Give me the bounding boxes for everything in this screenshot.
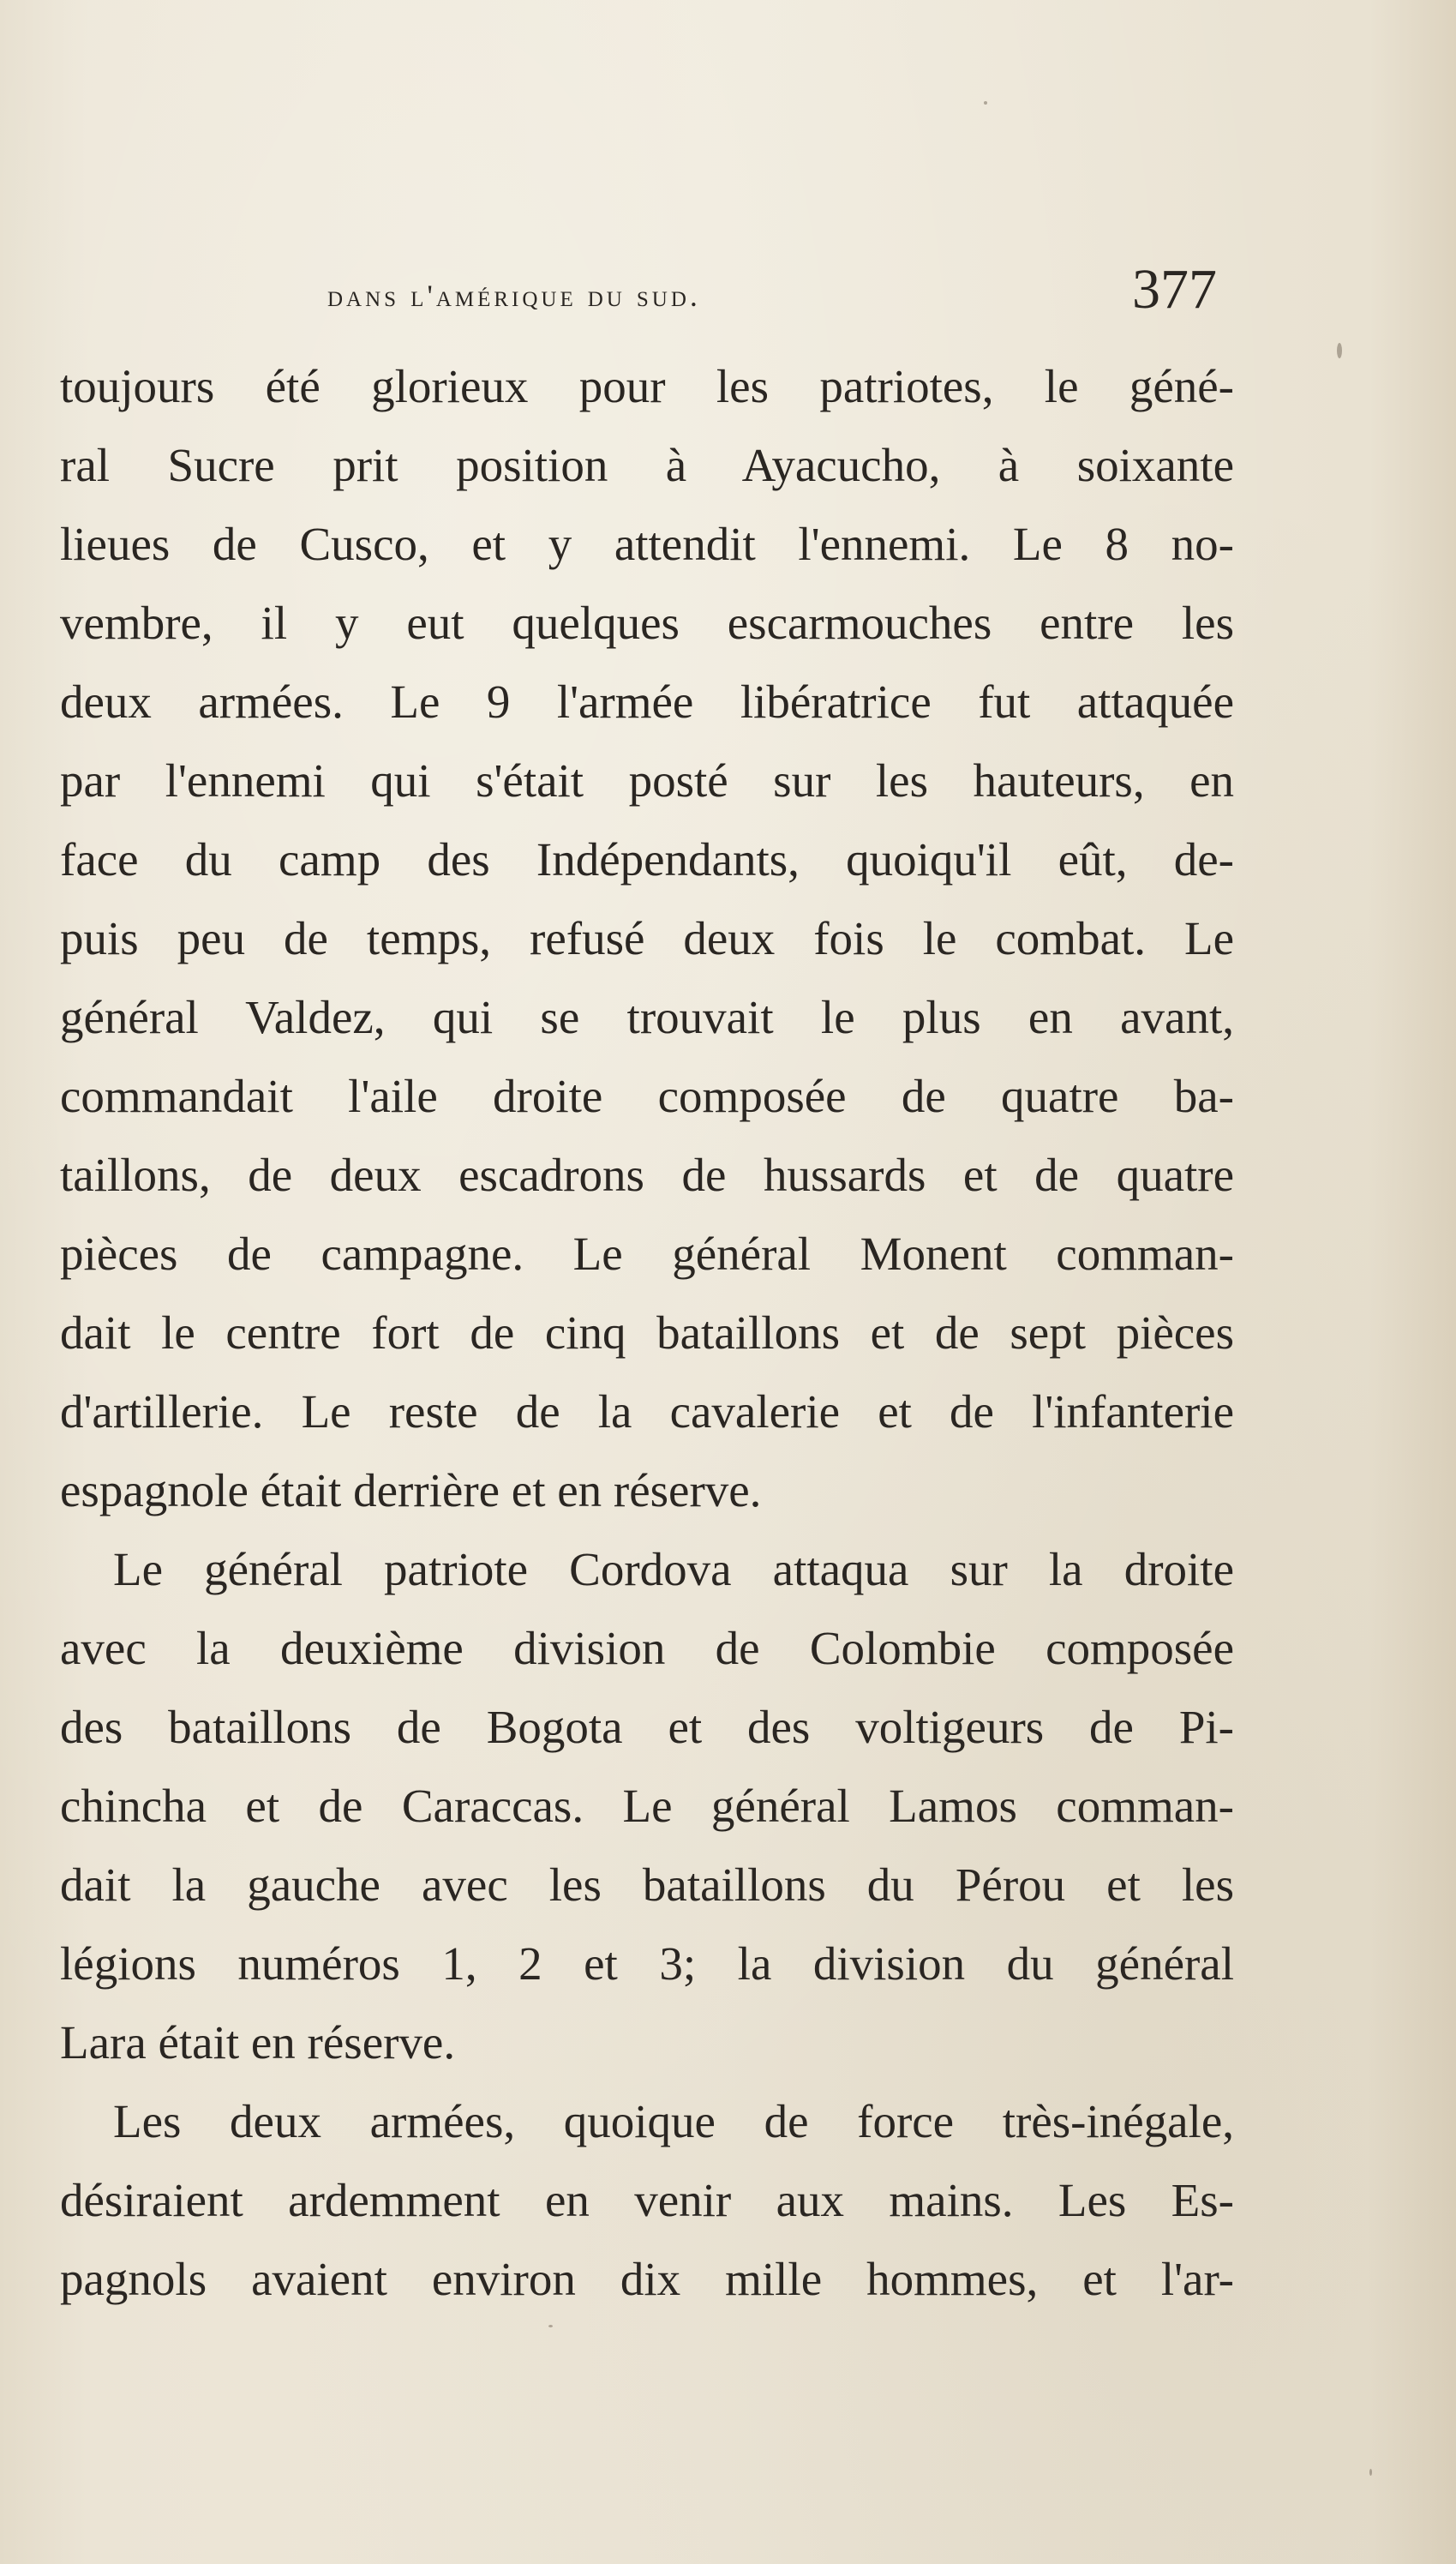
text-line: avec la deuxième division de Colombie composée [60, 1622, 1234, 1674]
text-line: toujours été glorieux pour les patriotes, le géné- [60, 360, 1234, 412]
paper-speck [984, 101, 987, 105]
text-line: Les deux armées, quoique de force très-inégale, [113, 2095, 1234, 2147]
text-line: espagnole était derrière et en réserve. [60, 1464, 762, 1516]
page-number: 377 [1132, 258, 1217, 321]
paragraph [60, 1530, 1234, 2082]
text-line: des bataillons de Bogota et des voltigeurs de Pi- [60, 1701, 1234, 1753]
text-line: légions numéros 1, 2 et 3; la division du général [60, 1937, 1234, 1990]
text-line: dait le centre fort de cinq bataillons et de sept pièces [60, 1306, 1234, 1359]
text-line: dait la gauche avec les bataillons du Pérou et les [60, 1858, 1234, 1911]
running-title: dans l'amérique du sud. [327, 279, 701, 313]
text-line: face du camp des Indépendants, quoiqu'il eût, de- [60, 833, 1234, 886]
text-line: vembre, il y eut quelques escarmouches entre les [60, 597, 1234, 649]
page-header [327, 257, 1217, 334]
paper-speck [1337, 343, 1342, 358]
text-line: général Valdez, qui se trouvait le plus en avant, [60, 991, 1234, 1043]
text-line: pagnols avaient environ dix mille hommes, et l'ar- [60, 2253, 1234, 2305]
text-line: par l'ennemi qui s'était posté sur les hauteurs, en [60, 754, 1234, 807]
text-line: lieues de Cusco, et y attendit l'ennemi. Le 8 no- [60, 518, 1234, 570]
paragraph [60, 2082, 1234, 2319]
text-line: puis peu de temps, refusé deux fois le combat. Le [60, 912, 1234, 964]
text-line: Le général patriote Cordova attaqua sur la droite [113, 1543, 1234, 1595]
paragraph [60, 347, 1234, 1530]
text-line: commandait l'aile droite composée de quatre ba- [60, 1070, 1234, 1122]
text-line: désiraient ardemment en venir aux mains. Les Es- [60, 2174, 1234, 2226]
text-line: Lara était en réserve. [60, 2016, 456, 2069]
body-text [60, 347, 1234, 2319]
text-line: ral Sucre prit position à Ayacucho, à soixante [60, 439, 1234, 491]
text-line: deux armées. Le 9 l'armée libératrice fut attaquée [60, 676, 1234, 728]
text-line: taillons, de deux escadrons de hussards et de quatre [60, 1149, 1234, 1201]
paper-speck [1369, 2469, 1372, 2476]
paper-speck [548, 2325, 553, 2327]
text-line: pièces de campagne. Le général Monent comman- [60, 1228, 1234, 1280]
text-line: chincha et de Caraccas. Le général Lamos comman- [60, 1780, 1234, 1832]
text-line: d'artillerie. Le reste de la cavalerie et de l'infanterie [60, 1385, 1234, 1438]
